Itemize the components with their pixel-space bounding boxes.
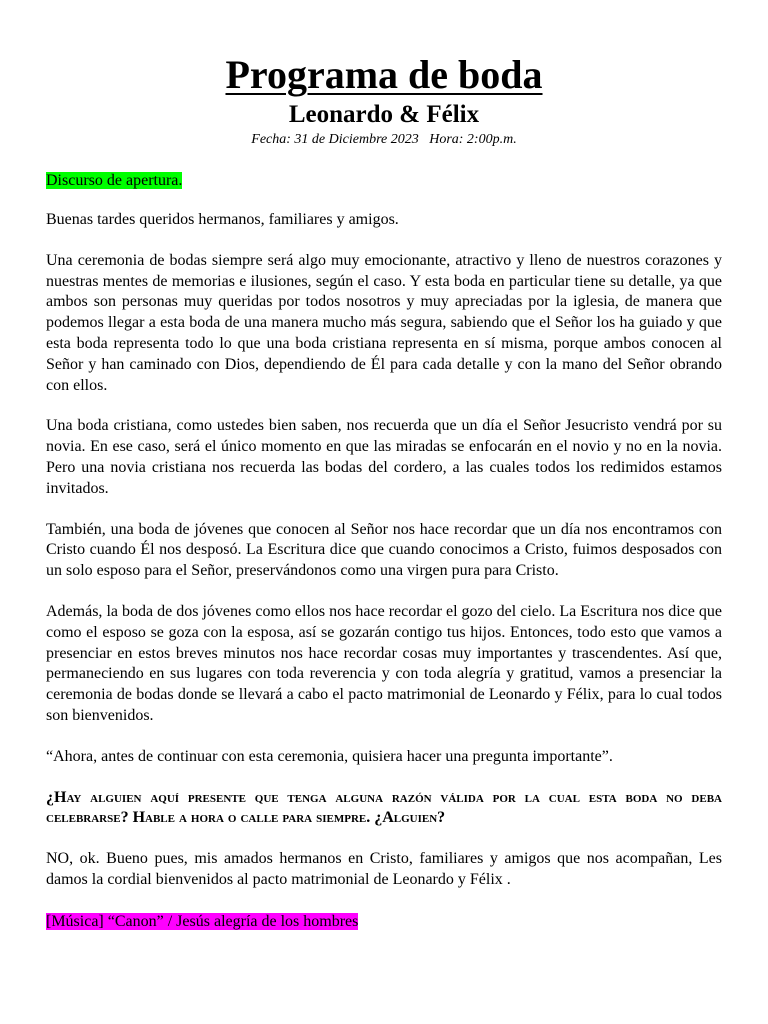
opening-speech-label: [46, 171, 722, 191]
music-cue-highlight: [Música] “Canon” / Jesús alegría de los hombres: [46, 912, 359, 930]
paragraph-important-question-intro: “Ahora, antes de continuar con esta ceremonia, quisiera hacer una pregunta importante”.: [46, 747, 613, 765]
greeting-paragraph: Buenas tardes queridos hermanos, familiares y amigos.: [46, 211, 399, 228]
paragraph-christian-wedding: Una boda cristiana, como ustedes bien saben, nos recuerda que un día el Señor Jesucristo vendrá por su novia. En ese caso, será el único momento en que las miradas se enfocarán en el novio y no en la novia. Pero una novia cristiana nos recuerda las bodas del cordero, a las cuales todos los redimidos estamos invitados.: [46, 417, 722, 497]
date-time-line: Fecha: 31 de Diciembre 2023 Hora: 2:00p.m.: [251, 132, 517, 147]
opening-speech-highlight: Discurso de apertura.: [46, 172, 183, 189]
paragraph-young-couple: También, una boda de jóvenes que conocen al Señor nos hace recordar que un día nos encontramos con Cristo cuando Él nos desposó. La Escritura dice que cuando conocimos a Cristo, fuimos desposados con un solo esposo para el Señor, preservándonos como una virgen pura para Cristo.: [46, 520, 722, 580]
closing-paragraph: NO, ok. Bueno pues, mis amados hermanos en Cristo, familiares y amigos que nos acompañan, Les damos la cordial bienvenidos al pacto matrimonial de Leonardo y Félix .: [46, 850, 722, 888]
document-title: Programa de boda: [225, 52, 543, 97]
paragraph-joy-of-heaven: Además, la boda de dos jóvenes como ellos nos hace recordar el gozo del cielo. La Escritura nos dice que como el esposo se goza con la esposa, así se gozarán contigo tus hijos. Entonces, todo esto que vamos a presenciar en estos breves minutos nos hace recordar cosas muy importantes y trascendentes. Así que, permaneciendo en sus lugares con toda reverencia y con toda alegría y gratitud, vamos a presenciar la ceremonia de bodas donde se llevará a cabo el pacto matrimonial de Leonardo y Félix, para lo cual todos son bienvenidos.: [46, 602, 722, 724]
paragraph-ceremony: Una ceremonia de bodas siempre será algo muy emocionante, atractivo y lleno de nuestros corazones y nuestras mentes de memorias e ilusiones, según el caso. Y esta boda en particular tiene su detalle, ya que ambos son personas muy queridas por todos nosotros y muy apreciadas por la iglesia, de manera que podemos llegar a esta boda de una manera mucho más segura, sabiendo que el Señor los ha guiado y que esta boda representa todo lo que una boda cristiana representa en sí misma, porque ambos conocen al Señor y han caminado con Dios, dependiendo de Él para cada detalle y con la mano del Señor obrando con ellos.: [46, 251, 722, 394]
music-cue-label: [46, 912, 722, 932]
objection-question: ¿Hay alguien aquí presente que tenga alguna razón válida por la cual esta boda no deba celebrarse? Hable a hora o calle para siempre. ¿Alguien?: [46, 788, 722, 827]
couple-names: Leonardo & Félix: [288, 101, 480, 128]
